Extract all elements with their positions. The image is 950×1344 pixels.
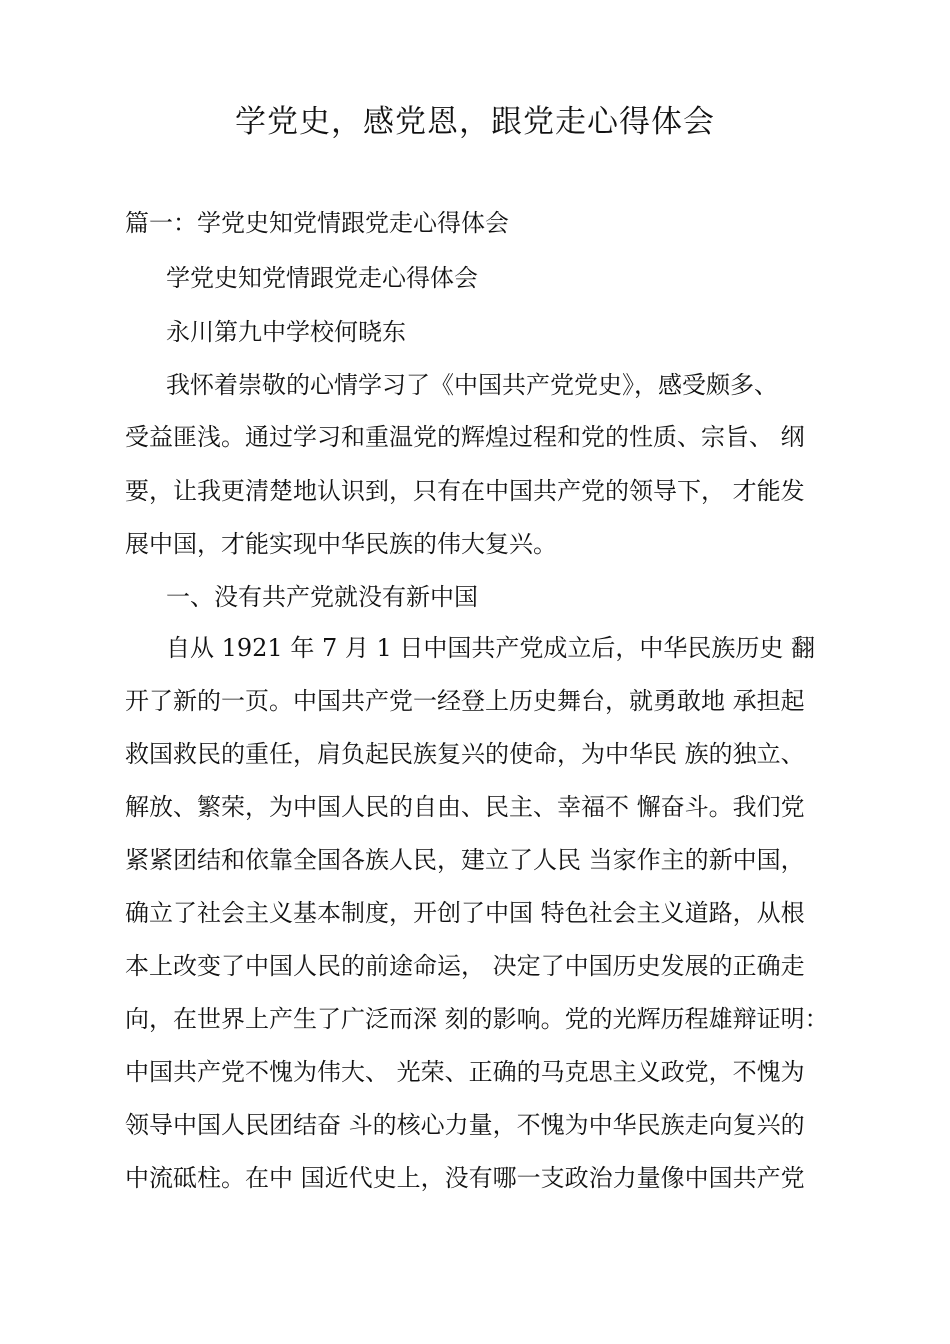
paragraph2-line-8: 向，在世界上产生了广泛而深 刻的影响。党的光辉历程雄辩证明： bbox=[125, 1005, 829, 1033]
paragraph2-line-2: 开了新的一页。中国共产党一经登上历史舞台，就勇敢地 承担起 bbox=[125, 687, 805, 715]
paragraph2-line-6: 确立了社会主义基本制度，开创了中国 特色社会主义道路，从根 bbox=[125, 899, 805, 927]
paragraph1-line-4: 展中国，才能实现中华民族的伟大复兴。 bbox=[125, 530, 557, 558]
paragraph1-line-3: 要，让我更清楚地认识到，只有在中国共产党的领导下， 才能发 bbox=[125, 477, 805, 505]
paragraph2-line-4: 解放、繁荣，为中国人民的自由、民主、幸福不 懈奋斗。我们党 bbox=[125, 793, 805, 821]
subtitle: 学党史知党情跟党走心得体会 bbox=[166, 264, 478, 292]
paragraph2-line-7: 本上改变了中国人民的前途命运， 决定了中国历史发展的正确走 bbox=[125, 952, 805, 980]
section-heading: 篇一：学党史知党情跟党走心得体会 bbox=[125, 209, 509, 237]
paragraph2-line-9: 中国共产党不愧为伟大、 光荣、正确的马克思主义政党，不愧为 bbox=[125, 1058, 805, 1086]
document-title: 学党史，感党恩，跟党走心得体会 bbox=[235, 104, 715, 140]
paragraph1-line-2: 受益匪浅。通过学习和重温党的辉煌过程和党的性质、宗旨、 纲 bbox=[125, 423, 805, 451]
paragraph2-line-1: 自从 1921 年 7 月 1 日中国共产党成立后，中华民族历史 翻 bbox=[166, 634, 816, 662]
paragraph2-line-11: 中流砥柱。在中 国近代史上，没有哪一支政治力量像中国共产党 bbox=[125, 1164, 805, 1192]
heading-1: 一、没有共产党就没有新中国 bbox=[166, 583, 478, 611]
paragraph1-line-1: 我怀着崇敬的心情学习了《中国共产党党史》，感受颇多、 bbox=[166, 371, 778, 399]
paragraph2-line-5: 紧紧团结和依靠全国各族人民，建立了人民 当家作主的新中国， bbox=[125, 846, 805, 874]
paragraph2-line-3: 救国救民的重任，肩负起民族复兴的使命，为中华民 族的独立、 bbox=[125, 740, 805, 768]
author-line: 永川第九中学校何晓东 bbox=[166, 318, 406, 346]
paragraph2-line-10: 领导中国人民团结奋 斗的核心力量，不愧为中华民族走向复兴的 bbox=[125, 1111, 805, 1139]
